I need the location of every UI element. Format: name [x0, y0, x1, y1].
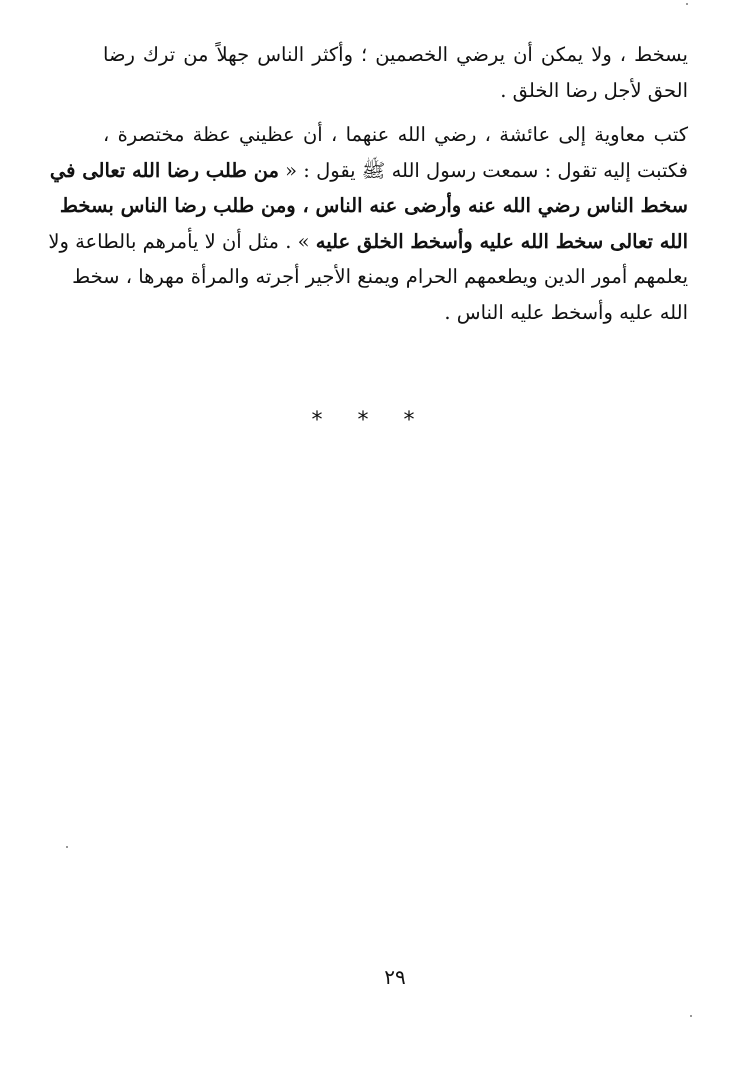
paragraph-2-line-6: الله عليه وأسخط عليه الناس . [444, 300, 688, 324]
paragraph-1-line-1: يسخط ، ولا يمكن أن يرضي الخصمين ؛ وأكثر الناس جهلاً من ترك رضا [103, 43, 688, 66]
scan-speck [66, 846, 68, 848]
paragraph-2-line-2 [49, 153, 688, 189]
hadith-text-end: الله تعالى سخط الله عليه وأسخط الخلق عليه [315, 229, 688, 253]
section-separator: * * * [311, 408, 429, 433]
paragraph-1 [103, 37, 688, 108]
paragraph-2-line-4 [48, 224, 688, 260]
paragraph-2-line-5: يعلمهم أمور الدين ويطعمهم الحرام ويمنع الأجير أجرته والمرأة مهرها ، سخط [72, 265, 688, 288]
scan-speck [686, 3, 688, 5]
hadith-text-start: من طلب رضا الله تعالى في [49, 158, 279, 182]
hadith-text-middle: سخط الناس رضي الله عنه وأرضى عنه الناس ، ومن طلب رضا الناس بسخط [59, 194, 688, 217]
paragraph-2 [48, 117, 688, 330]
page-number: ٢٩ [384, 965, 406, 989]
commentary-text-start: » . مثل أن لا يأمرهم بالطاعة ولا [48, 229, 316, 253]
paragraph-2-line-1: كتب معاوية إلى عائشة ، رضي الله عنهما ، أن عظيني عظة مختصرة ، [103, 123, 688, 146]
paragraph-1-line-2: الحق لأجل رضا الخلق . [500, 78, 688, 102]
scan-speck [690, 1015, 692, 1017]
hadith-intro-text: فكتبت إليه تقول : سمعت رسول الله ﷺ يقول : « [278, 158, 688, 182]
